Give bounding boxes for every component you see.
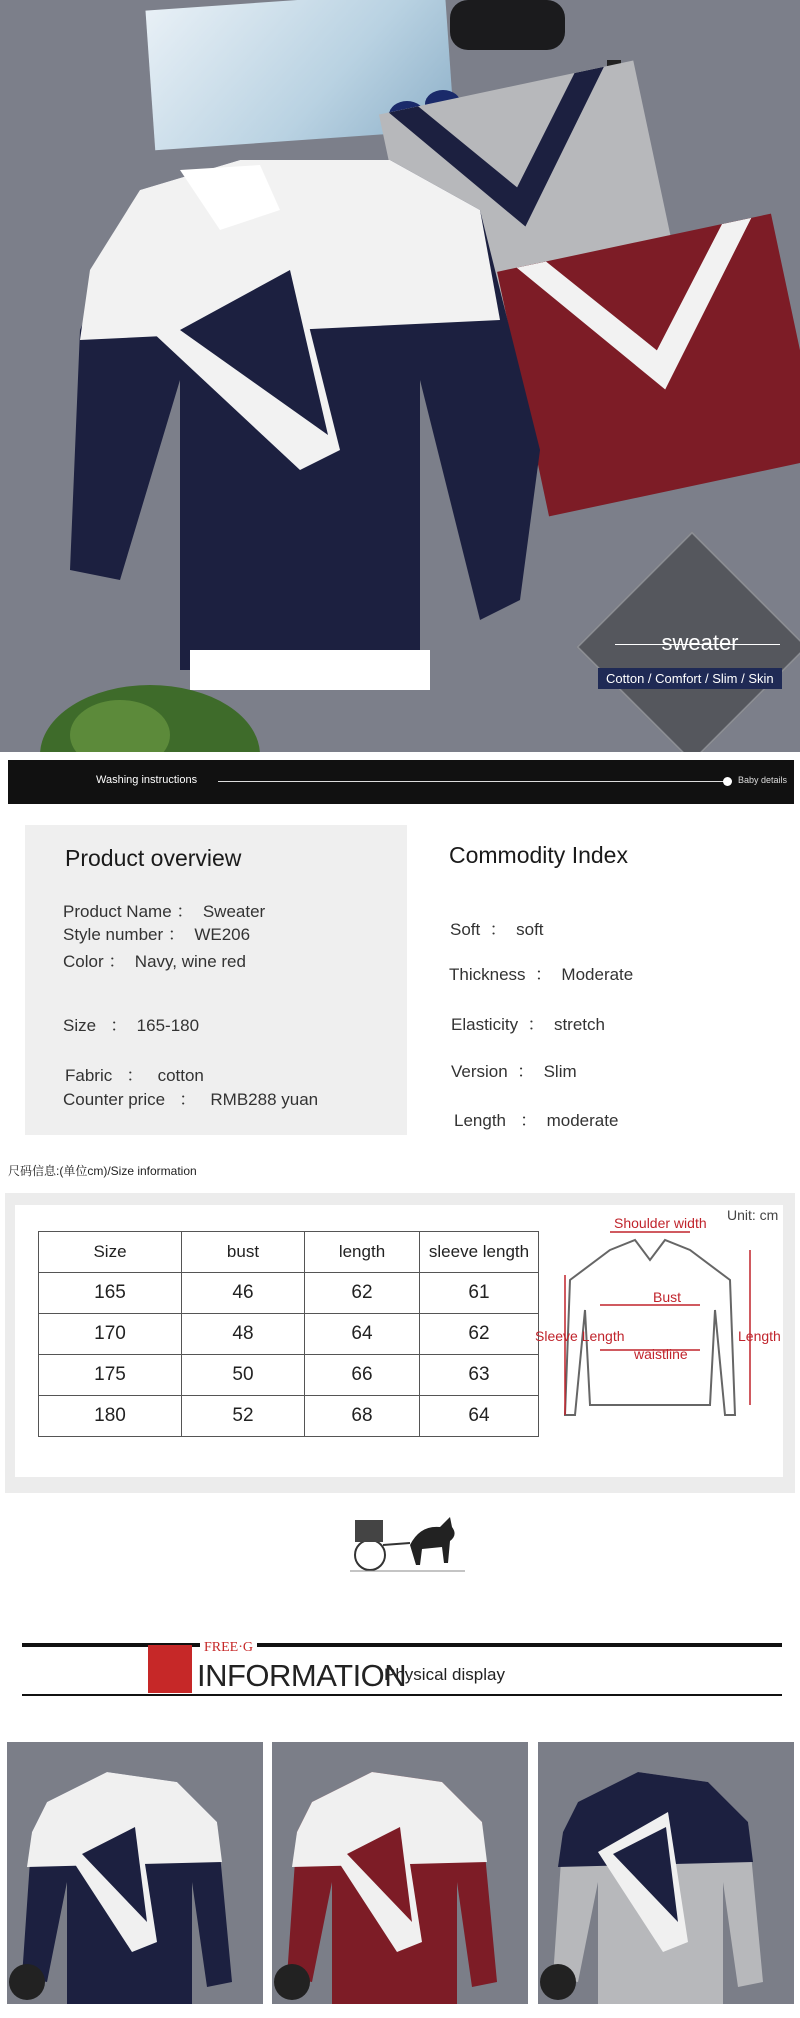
size-row: Size ： 165-180 (63, 1016, 200, 1035)
info-small-label: FREE·G (200, 1640, 257, 1656)
header-bust: bust (182, 1232, 305, 1273)
shoulder-width-label: Shoulder width (614, 1215, 707, 1231)
thumb-grey (538, 1742, 794, 2004)
header-length: length (305, 1232, 420, 1273)
length-row: Length ： moderate (454, 1111, 619, 1130)
size-table-header (39, 1232, 539, 1273)
baby-details-label: Baby details (738, 775, 788, 785)
table-cell: 62 (305, 1273, 420, 1314)
product-overview-title: Product overview (65, 845, 242, 871)
sleeve-length-label: Sleeve Length (535, 1328, 625, 1344)
thumb-navy (7, 1742, 263, 2004)
product-overview-panel (25, 825, 407, 1135)
badge-tags: Cotton / Comfort / Slim / Skin (598, 668, 782, 689)
length-label: Length (738, 1328, 781, 1344)
table-row (39, 1396, 539, 1437)
bust-label: Bust (653, 1289, 682, 1305)
table-cell: 63 (420, 1355, 539, 1396)
table-cell: 66 (305, 1355, 420, 1396)
table-cell: 61 (420, 1273, 539, 1314)
header-sleeve-length: sleeve length (420, 1232, 539, 1273)
version-row: Version ： Slim (451, 1062, 577, 1081)
washing-dot (723, 777, 732, 786)
table-row (39, 1314, 539, 1355)
navy-sweater (60, 150, 600, 710)
table-cell: 170 (39, 1314, 182, 1355)
header-size: Size (39, 1232, 182, 1273)
product-name-row: Product Name ： Sweater (63, 902, 266, 921)
thickness-row: Thickness ： Moderate (449, 965, 634, 984)
counter-price-row: Counter price ： RMB288 yuan (63, 1090, 319, 1109)
washing-bar (8, 760, 794, 804)
elasticity-row: Elasticity ： stretch (451, 1015, 605, 1034)
color-row: Color ： Navy, wine red (63, 952, 246, 971)
info-shield-icon (148, 1645, 192, 1693)
glasses-case-prop (450, 0, 565, 50)
washing-instructions-label: Washing instructions (96, 774, 198, 786)
table-cell: 52 (182, 1396, 305, 1437)
table-cell: 64 (420, 1396, 539, 1437)
table-cell: 50 (182, 1355, 305, 1396)
size-info-label: 尺码信息:(单位cm)/Size information (8, 1164, 197, 1178)
plant-prop (30, 665, 270, 752)
table-row (39, 1355, 539, 1396)
info-bottom-rule (22, 1694, 782, 1696)
table-cell: 165 (39, 1273, 182, 1314)
table-cell: 180 (39, 1396, 182, 1437)
table-row (39, 1273, 539, 1314)
thumb-wine (272, 1742, 528, 2004)
unit-label: Unit: cm (727, 1207, 779, 1223)
commodity-index-title: Commodity Index (449, 842, 628, 868)
fabric-row: Fabric ： cotton (65, 1066, 204, 1085)
table-cell: 48 (182, 1314, 305, 1355)
soft-row: Soft ： soft (450, 920, 544, 939)
table-cell: 175 (39, 1355, 182, 1396)
washing-divider (218, 781, 728, 782)
table-cell: 64 (305, 1314, 420, 1355)
size-table (38, 1231, 539, 1437)
table-cell: 68 (305, 1396, 420, 1437)
horse-carriage-logo (340, 1505, 470, 1575)
commodity-index-panel (412, 825, 787, 1135)
info-top-rule (22, 1643, 782, 1647)
table-cell: 62 (420, 1314, 539, 1355)
style-number-row: Style number ： WE206 (63, 925, 251, 944)
waistline-label: waistline (634, 1346, 688, 1362)
info-subheading: Physical display (384, 1665, 505, 1684)
badge-title: sweater (661, 630, 739, 655)
info-heading: INFORMATION (197, 1658, 407, 1693)
hero-image (0, 0, 800, 752)
table-cell: 46 (182, 1273, 305, 1314)
